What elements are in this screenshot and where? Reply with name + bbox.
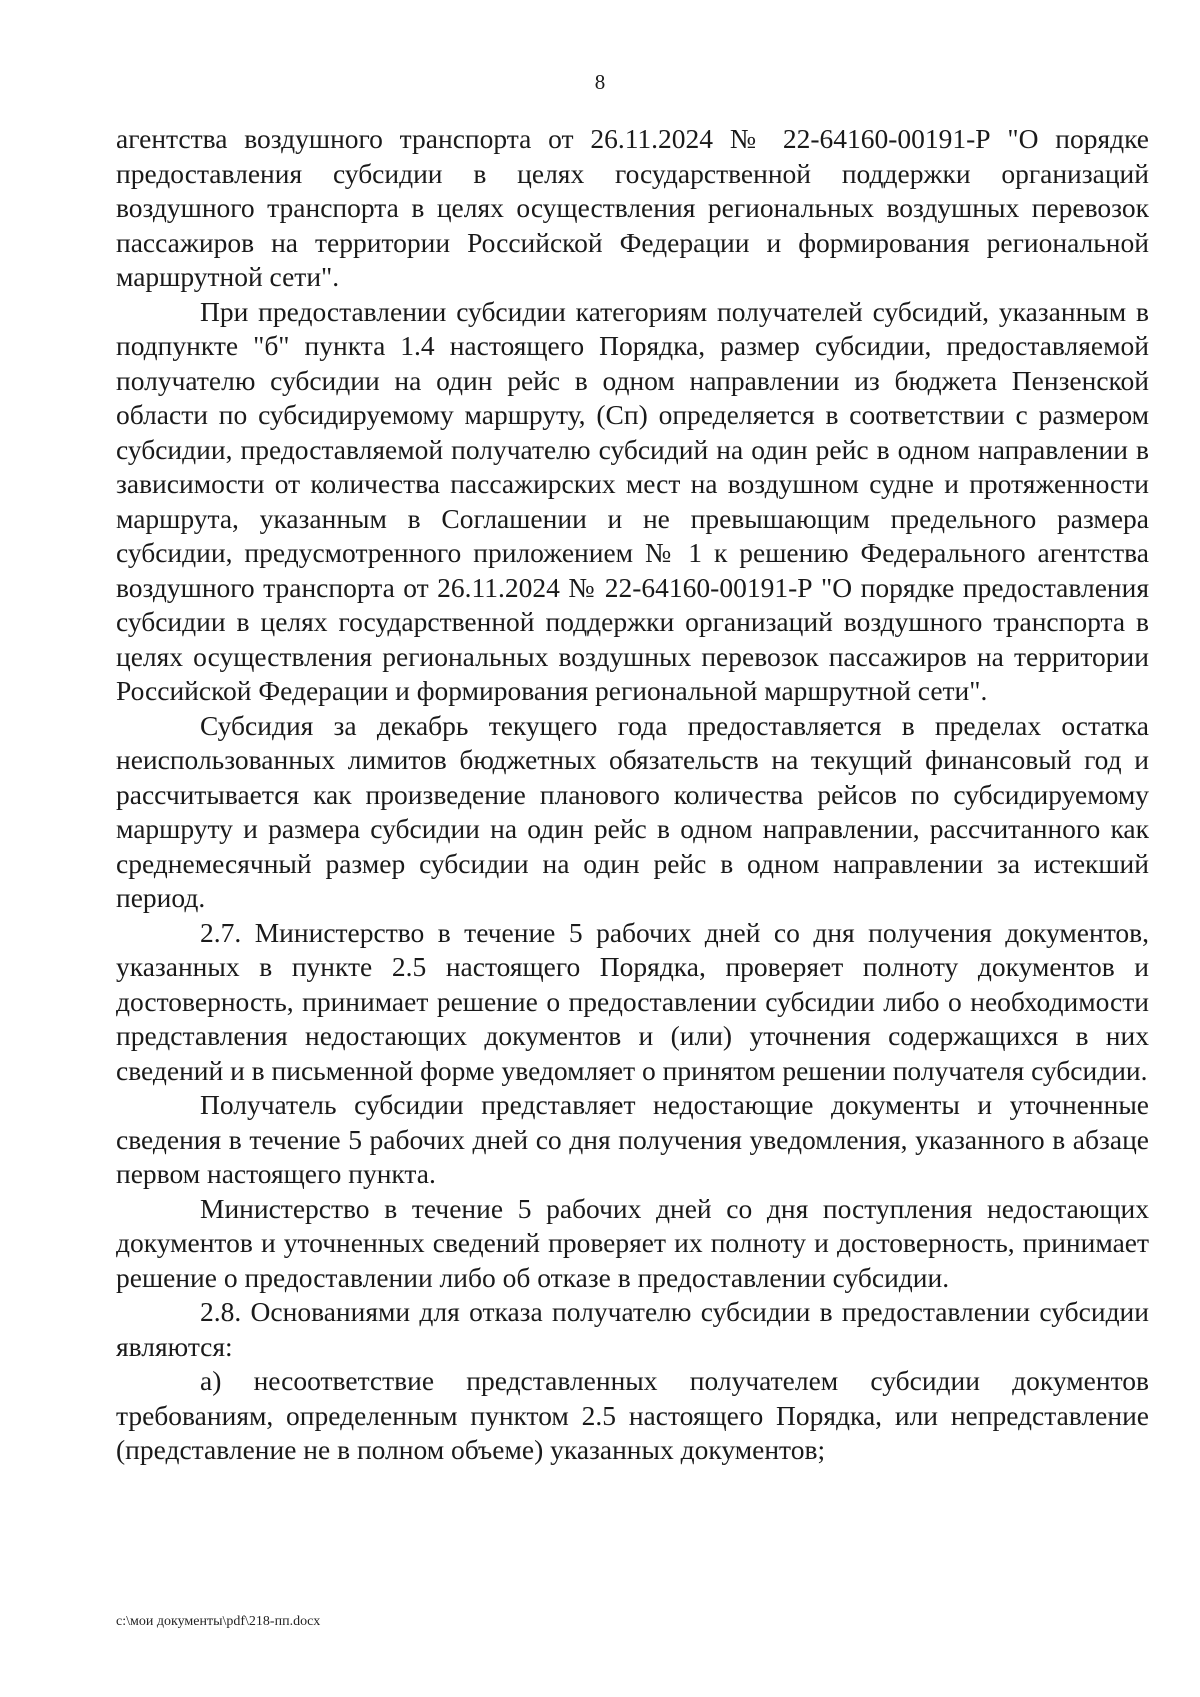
footer-file-path: c:\мои документы\pdf\218-пп.docx bbox=[116, 1614, 321, 1629]
paragraph-ministry-review: Министерство в течение 5 рабочих дней со дня поступления недостающих документов и уточненных сведений проверяет их полноту и достоверность, принимает решение о предоставлении либо об отказе в предоставлении субсидии. bbox=[116, 1192, 1149, 1293]
paragraph-2-7: 2.7. Министерство в течение 5 рабочих дней со дня получения документов, указанных в пункте 2.5 настоящего Порядка, проверяет полноту документов и достоверность, принимает решение о предоставлении субсидии либо о необходимости представления недостающих документов и (или) уточнения содержащихся в них сведений и в письменной форме уведомляет о принятом решении получателя субсидии. bbox=[116, 916, 1149, 1086]
page-number: 8 bbox=[594, 70, 606, 94]
paragraph-december-subsidy: Субсидия за декабрь текущего года предоставляется в пределах остатка неиспользованных лимитов бюджетных обязательств на текущий финансовый год и рассчитывается как произведение планового количества рейсов по субсидируемому маршруту и размера субсидии на один рейс в одном направлении, рассчитанного как среднемесячный размер субсидии на один рейс в одном направлении за истекший период. bbox=[116, 709, 1149, 913]
paragraph-missing-documents: Получатель субсидии представляет недостающие документы и уточненные сведения в течение 5 рабочих дней со дня получения уведомления, указанного в абзаце первом настоящего пункта. bbox=[116, 1089, 1149, 1189]
paragraph-2-8: 2.8. Основаниями для отказа получателю субсидии в предоставлении субсидии являются: bbox=[116, 1296, 1149, 1362]
paragraph-continuation: агентства воздушного транспорта от 26.11.2024 № 22-64160-00191-Р "О порядке предоставления субсидии в целях государственной поддержки организаций воздушного транспорта в целях осуществления региональных воздушных перевозок пассажиров на территории Российской Федерации и формирования региональной маршрутной сети". bbox=[116, 123, 1149, 292]
paragraph-2-8-a: а) несоответствие представленных получателем субсидии документов требованиям, определенным пунктом 2.5 настоящего Порядка, или непредставление (представление не в полном объеме) указанных документов; bbox=[116, 1365, 1149, 1465]
paragraph-subsidy-size: При предоставлении субсидии категориям получателей субсидий, указанным в подпункте "б" пункта 1.4 настоящего Порядка, размер субсидии, предоставляемой получателю субсидии на один рейс в одном направлении из бюджета Пензенской области по субсидируемому маршруту, (Сп) определяется в соответствии с размером субсидии, предоставляемой получателю субсидий на один рейс в одном направлении в зависимости от количества пассажирских мест на воздушном судне и протяженности маршрута, указанным в Соглашении и не превышающим предельного размера субсидии, предусмотренного приложением № 1 к решению Федерального агентства воздушного транспорта от 26.11.2024 № 22-64160-00191-Р "О порядке предоставления субсидии в целях государственной поддержки организаций воздушного транспорта в целях осуществления региональных воздушных перевозок пассажиров на территории Российской Федерации и формирования региональной маршрутной сети". bbox=[116, 295, 1149, 706]
document-body bbox=[116, 122, 1149, 1468]
